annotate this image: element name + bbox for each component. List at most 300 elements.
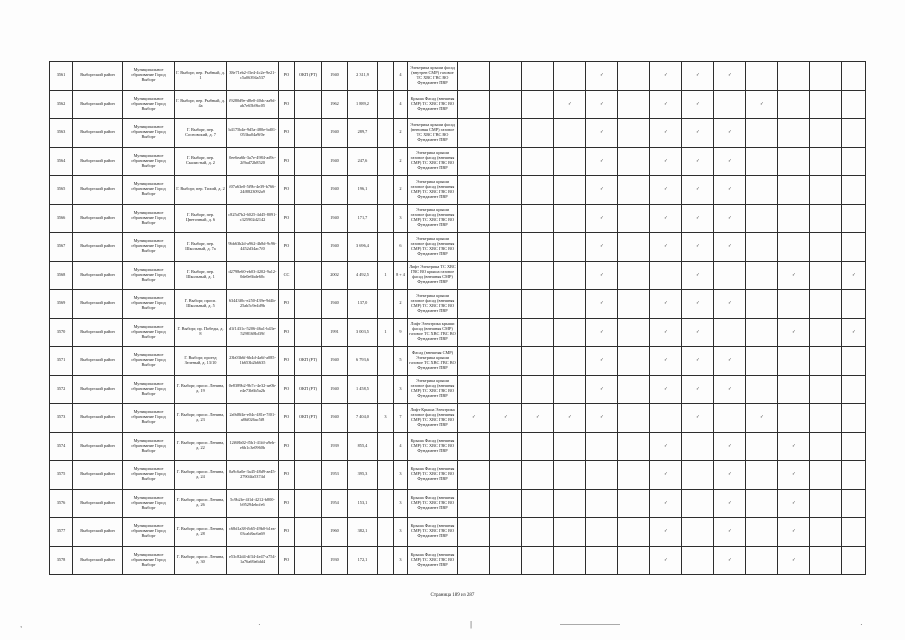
table-row	[50, 432, 866, 461]
work-check-cell	[682, 432, 714, 461]
type-cell: РО	[279, 318, 295, 347]
works-code-cell: ОКП (РТ)	[295, 347, 322, 376]
work-check-cell	[458, 404, 490, 433]
district-cell: Выборгский район	[73, 461, 123, 490]
work-check-cell	[778, 176, 810, 205]
year-cell: 1940	[322, 347, 348, 376]
work-check-cell	[554, 90, 586, 119]
checkmark-icon: ✓	[663, 100, 668, 106]
checkmark-icon: ✓	[599, 157, 604, 163]
checkmark-icon: ✓	[727, 528, 732, 534]
type-cell: РО	[279, 432, 295, 461]
work-check-cell	[842, 119, 866, 148]
checkmark-icon: ✓	[791, 471, 796, 477]
work-check-cell	[650, 290, 682, 319]
works-code-cell	[295, 489, 322, 518]
work-check-cell	[714, 147, 746, 176]
work-check-cell	[682, 90, 714, 119]
fias-code-cell: 12f68b02-f5b1-41fd-a9eb-e6b1c3e0960b	[227, 432, 279, 461]
works-code-cell	[295, 432, 322, 461]
work-check-cell	[682, 204, 714, 233]
work-check-cell	[618, 62, 650, 91]
work-check-cell	[458, 147, 490, 176]
fias-code-cell: 63443f0c-e250-439e-9d4b-25ab5c9e4d9b	[227, 290, 279, 319]
entrances-cell	[378, 518, 394, 547]
work-check-cell	[810, 432, 842, 461]
checkmark-icon: ✓	[663, 528, 668, 534]
work-check-cell	[522, 290, 554, 319]
row-number-cell: 3571	[50, 347, 73, 376]
work-check-cell	[650, 489, 682, 518]
work-check-cell	[714, 347, 746, 376]
year-cell: 1940	[322, 119, 348, 148]
address-cell: Г. Выборг, пр. Победы, д. 8	[175, 318, 227, 347]
work-check-cell	[778, 404, 810, 433]
work-check-cell	[682, 347, 714, 376]
works-code-cell	[295, 461, 322, 490]
work-check-cell	[490, 432, 522, 461]
work-check-cell	[810, 204, 842, 233]
municipality-cell: Муниципальное образование Город Выборг	[123, 489, 175, 518]
work-check-cell	[746, 318, 778, 347]
work-check-cell	[714, 261, 746, 290]
work-check-cell	[458, 290, 490, 319]
fias-code-cell: 2a9d8f4e-e04c-481e-7f01-a86f026ac5f8	[227, 404, 279, 433]
checkmark-icon: ✓	[759, 100, 764, 106]
works-code-cell: ОКП (РТ)	[295, 404, 322, 433]
checkmark-icon: ✓	[663, 471, 668, 477]
work-check-cell	[714, 290, 746, 319]
municipality-cell: Муниципальное образование Город Выборг	[123, 90, 175, 119]
checkmark-icon: ✓	[791, 499, 796, 505]
scan-artifact-mark: ·	[258, 620, 261, 629]
work-check-cell	[554, 546, 586, 575]
municipality-cell: Муниципальное образование Город Выборг	[123, 461, 175, 490]
type-cell: РО	[279, 404, 295, 433]
work-check-cell	[714, 90, 746, 119]
municipality-cell: Муниципальное образование Город Выборг	[123, 176, 175, 205]
row-number-cell: 3573	[50, 404, 73, 433]
type-cell: РО	[279, 204, 295, 233]
work-check-cell	[586, 404, 618, 433]
address-cell: Г. Выборг, пер. Сосновский, д. 7	[175, 119, 227, 148]
work-check-cell	[554, 119, 586, 148]
work-check-cell	[522, 233, 554, 262]
checkmark-icon: ✓	[727, 72, 732, 78]
work-check-cell	[842, 233, 866, 262]
work-check-cell	[682, 546, 714, 575]
work-check-cell	[586, 261, 618, 290]
checkmark-icon: ✓	[695, 214, 700, 220]
work-check-cell	[458, 546, 490, 575]
municipality-cell: Муниципальное образование Город Выборг	[123, 147, 175, 176]
work-check-cell	[586, 90, 618, 119]
work-check-cell	[458, 62, 490, 91]
district-cell: Выборгский район	[73, 261, 123, 290]
works-code-cell	[295, 204, 322, 233]
checkmark-icon: ✓	[663, 243, 668, 249]
work-check-cell	[586, 62, 618, 91]
work-check-cell	[618, 290, 650, 319]
table-row	[50, 233, 866, 262]
checkmark-icon: ✓	[663, 385, 668, 391]
fias-code-cell: 38e71eb2-f3e4-4c2e-9e21-c5a06394a537	[227, 62, 279, 91]
work-check-cell	[586, 347, 618, 376]
district-cell: Выборгский район	[73, 90, 123, 119]
work-check-cell	[522, 119, 554, 148]
work-check-cell	[746, 261, 778, 290]
work-check-cell	[746, 347, 778, 376]
scan-artifact-mark: ,	[20, 620, 23, 629]
checkmark-icon: ✓	[599, 300, 604, 306]
fias-code-cell: c825d7b2-6025-4d45-8091-c325902d2142	[227, 204, 279, 233]
work-check-cell	[842, 546, 866, 575]
checkmark-icon: ✓	[599, 100, 604, 106]
work-check-cell	[746, 176, 778, 205]
checkmark-icon: ✓	[599, 414, 604, 420]
year-cell: 1954	[322, 489, 348, 518]
work-check-cell	[682, 176, 714, 205]
work-check-cell	[842, 147, 866, 176]
checkmark-icon: ✓	[663, 442, 668, 448]
checkmark-icon: ✓	[727, 157, 732, 163]
entrances-cell	[378, 233, 394, 262]
work-check-cell	[586, 461, 618, 490]
work-check-cell	[650, 261, 682, 290]
address-cell: Г. Выборг, пер. Тихий, д. 2	[175, 176, 227, 205]
table-row	[50, 147, 866, 176]
checkmark-icon: ✓	[759, 414, 764, 420]
work-check-cell	[554, 375, 586, 404]
floors-cell: 4	[394, 432, 408, 461]
work-check-cell	[682, 290, 714, 319]
work-check-cell	[810, 404, 842, 433]
municipality-cell: Муниципальное образование Город Выборг	[123, 347, 175, 376]
type-cell: СС	[279, 261, 295, 290]
work-check-cell	[842, 404, 866, 433]
work-check-cell	[522, 461, 554, 490]
floors-cell: 3	[394, 489, 408, 518]
area-cell: 289,7	[348, 119, 378, 148]
work-check-cell	[458, 176, 490, 205]
row-number-cell: 3572	[50, 375, 73, 404]
work-check-cell	[650, 90, 682, 119]
address-cell: Г. Выборг, пер. Рыбный, д. 4а	[175, 90, 227, 119]
row-number-cell: 3566	[50, 204, 73, 233]
work-check-cell	[458, 261, 490, 290]
work-check-cell	[490, 119, 522, 148]
fias-code-cell: b4175b4e-9d5a-480e-bd01-053ba04a9f0e	[227, 119, 279, 148]
work-check-cell	[682, 233, 714, 262]
floors-cell: 2	[394, 147, 408, 176]
work-check-cell	[778, 318, 810, 347]
address-cell: Г. Выборг, просп. Ленина, д. 22	[175, 432, 227, 461]
year-cell: 1940	[322, 375, 348, 404]
work-check-cell	[778, 233, 810, 262]
floors-cell: 2	[394, 176, 408, 205]
row-number-cell: 3561	[50, 62, 73, 91]
entrances-cell	[378, 119, 394, 148]
work-check-cell	[586, 233, 618, 262]
work-check-cell	[778, 62, 810, 91]
checkmark-icon: ✓	[695, 414, 700, 420]
work-check-cell	[778, 147, 810, 176]
municipality-cell: Муниципальное образование Город Выборг	[123, 204, 175, 233]
checkmark-icon: ✓	[791, 528, 796, 534]
work-check-cell	[458, 204, 490, 233]
work-check-cell	[618, 233, 650, 262]
work-check-cell	[522, 147, 554, 176]
work-check-cell	[650, 432, 682, 461]
area-cell: 1 889,2	[348, 90, 378, 119]
work-check-cell	[458, 432, 490, 461]
entrances-cell: 1	[378, 261, 394, 290]
table-row	[50, 290, 866, 319]
year-cell: 1939	[322, 432, 348, 461]
checkmark-icon: ✓	[695, 385, 700, 391]
type-cell: РО	[279, 461, 295, 490]
year-cell: 1953	[322, 461, 348, 490]
type-cell: РО	[279, 546, 295, 575]
checkmark-icon: ✓	[727, 442, 732, 448]
work-check-cell	[650, 518, 682, 547]
scan-artifact-line	[560, 624, 620, 625]
work-check-cell	[490, 461, 522, 490]
row-number-cell: 3578	[50, 546, 73, 575]
area-cell: 7 404,0	[348, 404, 378, 433]
work-check-cell	[650, 375, 682, 404]
work-check-cell	[458, 518, 490, 547]
work-check-cell	[522, 204, 554, 233]
year-cell: 1940	[322, 62, 348, 91]
checkmark-icon: ✓	[599, 243, 604, 249]
work-check-cell	[810, 62, 842, 91]
work-check-cell	[458, 119, 490, 148]
work-check-cell	[458, 318, 490, 347]
work-types-cell: Электрика крыши газовое фасад (внешняя СМР) ТС ХВС ГВС ВО Фундамент ПВР	[408, 176, 458, 205]
work-check-cell	[682, 518, 714, 547]
works-code-cell	[295, 318, 322, 347]
work-types-cell: Крыша Фасад (внешняя СМР) ТС ХВС ГВС ВО Фундамент ПВР	[408, 546, 458, 575]
works-code-cell	[295, 546, 322, 575]
work-check-cell	[586, 147, 618, 176]
work-check-cell	[586, 318, 618, 347]
works-code-cell: ОКП (РТ)	[295, 62, 322, 91]
work-check-cell	[810, 261, 842, 290]
checkmark-icon: ✓	[727, 385, 732, 391]
checkmark-icon: ✓	[663, 129, 668, 135]
scan-artifact-mark: ·	[860, 620, 863, 629]
entrances-cell	[378, 90, 394, 119]
work-check-cell	[618, 546, 650, 575]
municipality-cell: Муниципальное образование Город Выборг	[123, 290, 175, 319]
district-cell: Выборгский район	[73, 290, 123, 319]
work-types-cell: Электрика крыши газовое фасад (внешняя СМР) ТС ХВС ГВС ВО Фундамент ПВР	[408, 233, 458, 262]
work-check-cell	[810, 518, 842, 547]
area-cell: 395,3	[348, 461, 378, 490]
year-cell: 1991	[322, 318, 348, 347]
work-check-cell	[842, 290, 866, 319]
work-check-cell	[458, 461, 490, 490]
floors-cell: 3	[394, 461, 408, 490]
work-check-cell	[650, 233, 682, 262]
fias-code-cell: f9280d9e-d8e0-40dc-aa9d-ab7e65b9bc05	[227, 90, 279, 119]
checkmark-icon: ✓	[727, 300, 732, 306]
municipality-cell: Муниципальное образование Город Выборг	[123, 62, 175, 91]
work-types-cell: Крыша Фасад (внешняя СМР) ТС ХВС ГВС ВО Фундамент ПВР	[408, 489, 458, 518]
fias-code-cell: 0e8389b2-9b7c-4e32-ae0b-e4e73b6b5a2b	[227, 375, 279, 404]
work-check-cell	[586, 432, 618, 461]
entrances-cell	[378, 62, 394, 91]
work-check-cell	[554, 318, 586, 347]
table-body	[50, 62, 866, 575]
type-cell: РО	[279, 147, 295, 176]
address-cell: Г. Выборг, просп. Ленина, д. 23	[175, 404, 227, 433]
address-cell: Г. Выборг, пер. Цветочный, д. 6	[175, 204, 227, 233]
type-cell: РО	[279, 518, 295, 547]
work-check-cell	[746, 62, 778, 91]
work-check-cell	[714, 119, 746, 148]
checkmark-icon: ✓	[727, 556, 732, 562]
district-cell: Выборгский район	[73, 119, 123, 148]
work-check-cell	[842, 375, 866, 404]
row-number-cell: 3574	[50, 432, 73, 461]
work-check-cell	[522, 318, 554, 347]
work-check-cell	[490, 176, 522, 205]
work-check-cell	[554, 461, 586, 490]
work-check-cell	[778, 90, 810, 119]
table-row	[50, 119, 866, 148]
work-check-cell	[778, 489, 810, 518]
work-check-cell	[682, 461, 714, 490]
entrances-cell	[378, 375, 394, 404]
work-check-cell	[490, 489, 522, 518]
work-check-cell	[586, 176, 618, 205]
checkmark-icon: ✓	[727, 214, 732, 220]
work-check-cell	[490, 233, 522, 262]
table-row	[50, 489, 866, 518]
municipality-cell: Муниципальное образование Город Выборг	[123, 546, 175, 575]
work-check-cell	[778, 546, 810, 575]
checkmark-icon: ✓	[663, 499, 668, 505]
work-check-cell	[490, 147, 522, 176]
entrances-cell	[378, 432, 394, 461]
work-check-cell	[746, 518, 778, 547]
fias-code-cell: 0ee6ea6b-3a7e-4984-ad9c-2f9ad72b8520	[227, 147, 279, 176]
area-cell: 247,6	[348, 147, 378, 176]
works-code-cell	[295, 176, 322, 205]
table-row	[50, 204, 866, 233]
table-row	[50, 90, 866, 119]
work-check-cell	[810, 318, 842, 347]
work-check-cell	[586, 546, 618, 575]
area-cell: 196,1	[348, 176, 378, 205]
type-cell: РО	[279, 375, 295, 404]
checkmark-icon: ✓	[695, 328, 700, 334]
work-check-cell	[554, 347, 586, 376]
fias-code-cell: 0a9c6a0e-3a45-48d9-ae45-27904fa5374d	[227, 461, 279, 490]
work-check-cell	[778, 461, 810, 490]
checkmark-icon: ✓	[727, 243, 732, 249]
fias-code-cell: f07a63e0-5f9b-4e39-b766-24f8823092a9	[227, 176, 279, 205]
year-cell: 1940	[322, 290, 348, 319]
work-check-cell	[842, 347, 866, 376]
work-check-cell	[778, 432, 810, 461]
work-check-cell	[490, 546, 522, 575]
table-row	[50, 375, 866, 404]
address-cell: Г. Выборг, пер. Школьный, д. 1	[175, 261, 227, 290]
work-check-cell	[618, 347, 650, 376]
year-cell: 1940	[322, 404, 348, 433]
work-types-cell: Электрика крыши газовое фасад (внешняя СМР) ТС ХВС ГВС ВО Фундамент ПВР	[408, 290, 458, 319]
work-check-cell	[746, 404, 778, 433]
work-check-cell	[810, 290, 842, 319]
entrances-cell	[378, 204, 394, 233]
works-code-cell	[295, 261, 322, 290]
fias-code-cell: 9bb63b2d-a962-4b8d-9c96-4452d34ac7f0	[227, 233, 279, 262]
work-check-cell	[522, 261, 554, 290]
row-number-cell: 3576	[50, 489, 73, 518]
work-types-cell: Крыша Фасад (внешняя СМР) ТС ХВС ГВС ВО Фундамент ПВР	[408, 432, 458, 461]
year-cell: 1940	[322, 176, 348, 205]
work-check-cell	[842, 432, 866, 461]
year-cell: 1930	[322, 546, 348, 575]
area-cell: 137,0	[348, 290, 378, 319]
year-cell: 1960	[322, 518, 348, 547]
address-cell: Г. Выборг, просп. Ленина, д. 19	[175, 375, 227, 404]
work-check-cell	[778, 204, 810, 233]
work-check-cell	[682, 147, 714, 176]
work-check-cell	[650, 318, 682, 347]
checkmark-icon: ✓	[727, 471, 732, 477]
row-number-cell: 3575	[50, 461, 73, 490]
work-check-cell	[490, 518, 522, 547]
area-cell: 153,1	[348, 489, 378, 518]
work-check-cell	[490, 62, 522, 91]
area-cell: 4 492,5	[348, 261, 378, 290]
checkmark-icon: ✓	[663, 357, 668, 363]
address-cell: Г. Выборг, просп. Ленина, д. 24	[175, 461, 227, 490]
work-check-cell	[490, 347, 522, 376]
floors-cell: 6	[394, 233, 408, 262]
work-check-cell	[618, 375, 650, 404]
checkmark-icon: ✓	[695, 72, 700, 78]
work-check-cell	[810, 375, 842, 404]
row-number-cell: 3567	[50, 233, 73, 262]
work-check-cell	[650, 147, 682, 176]
work-types-cell: Лифт Электрика крыши фасад (внешняя СМР) газовое ТС ХВС ГВС ВО Фундамент ПВР	[408, 318, 458, 347]
work-types-cell: Электрика крыши газовое фасад (внешняя СМР) ТС ХВС ГВС ВО Фундамент ПВР	[408, 147, 458, 176]
work-check-cell	[714, 62, 746, 91]
floors-cell: 4	[394, 62, 408, 91]
checkmark-icon: ✓	[791, 271, 796, 277]
work-check-cell	[650, 546, 682, 575]
floors-cell: 2	[394, 119, 408, 148]
entrances-cell	[378, 461, 394, 490]
checkmark-icon: ✓	[663, 556, 668, 562]
address-cell: Г. Выборг, просп. Ленина, д. 26	[175, 489, 227, 518]
work-check-cell	[682, 489, 714, 518]
work-check-cell	[554, 404, 586, 433]
work-check-cell	[458, 347, 490, 376]
row-number-cell: 3568	[50, 261, 73, 290]
work-check-cell	[490, 204, 522, 233]
district-cell: Выборгский район	[73, 233, 123, 262]
entrances-cell	[378, 347, 394, 376]
work-check-cell	[618, 90, 650, 119]
work-check-cell	[586, 489, 618, 518]
work-check-cell	[842, 461, 866, 490]
